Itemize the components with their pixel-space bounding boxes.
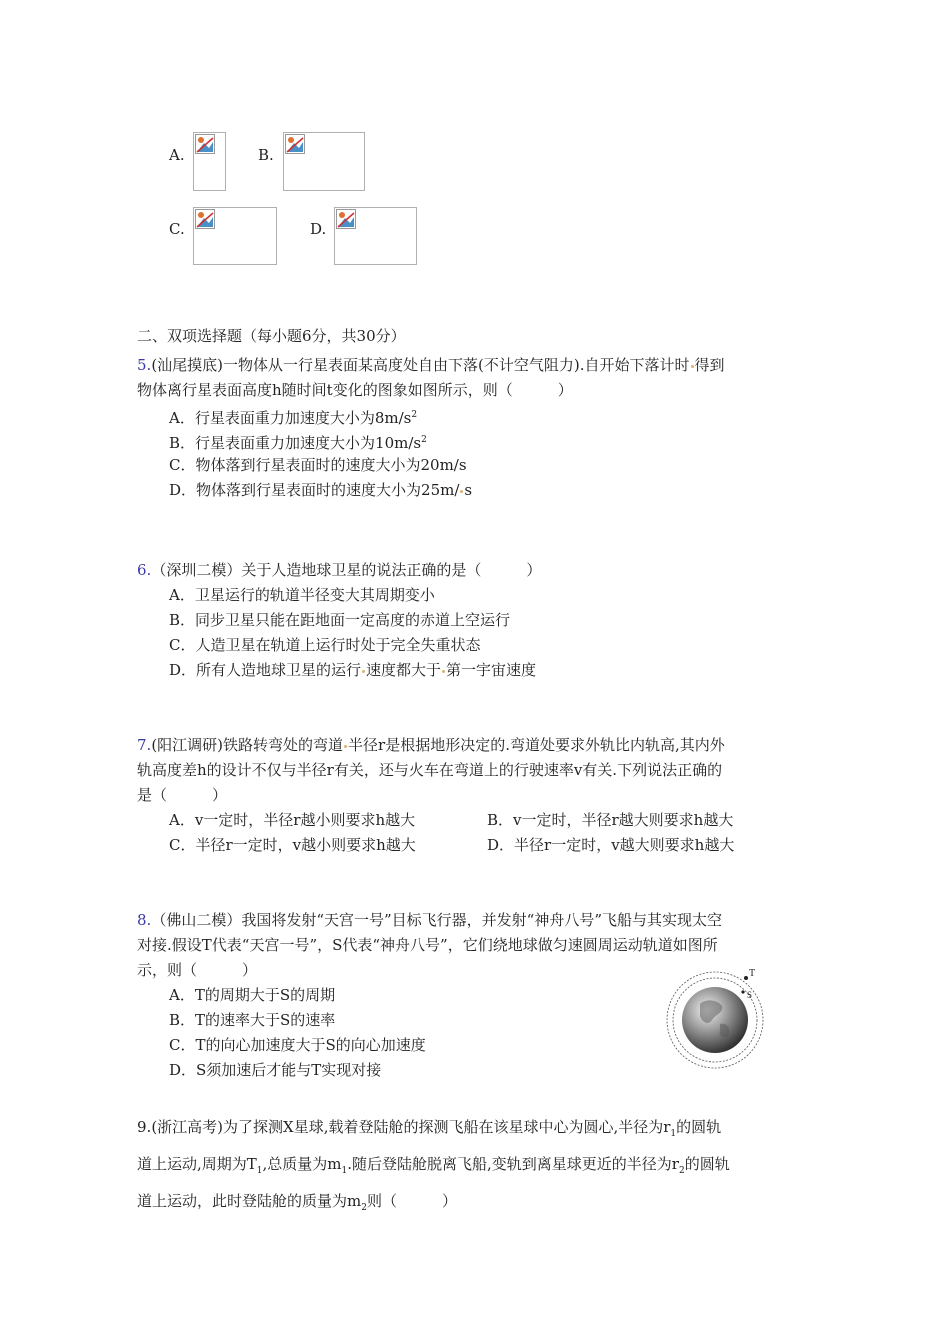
q7-option-d: D．半径r一定时，v越大则要求h越大 bbox=[487, 836, 735, 854]
earth-globe bbox=[682, 987, 748, 1053]
q9-stem-1b: 的圆轨 bbox=[676, 1118, 722, 1136]
q5-option-d-text: D．物体落到行星表面时的速度大小为25m/ bbox=[169, 481, 460, 499]
q8-option-d: D．S须加速后才能与T实现对接 bbox=[169, 1061, 382, 1079]
q6-option-b: B．同步卫星只能在距地面一定高度的赤道上空运行 bbox=[169, 611, 511, 629]
q6-option-d-3: 第一宇宙速度 bbox=[446, 661, 537, 679]
orbit-figure bbox=[662, 962, 772, 1072]
satellite-s-marker bbox=[741, 990, 744, 993]
edit-mark bbox=[460, 490, 463, 493]
q5-option-a bbox=[169, 405, 417, 428]
q7-stem-1a: (阳江调研)铁路转弯处的弯道 bbox=[151, 736, 344, 754]
q8-number: 8. bbox=[137, 911, 152, 929]
broken-image-icon bbox=[195, 209, 215, 229]
q9-sub-m1: 1 bbox=[341, 1166, 348, 1176]
q5-option-a-exp: 2 bbox=[411, 410, 418, 420]
option-c-label: C. bbox=[169, 220, 185, 238]
earth-orbit-diagram bbox=[662, 962, 772, 1072]
q9-line2 bbox=[137, 1154, 730, 1181]
option-b-label: B. bbox=[258, 146, 274, 164]
q6-stem bbox=[137, 560, 541, 580]
q6-option-d bbox=[169, 660, 536, 680]
q5-stem-1: (汕尾摸底)一物体从一行星表面某高度处自由下落(不计空气阻力).自开始下落计时 bbox=[151, 356, 690, 374]
q5-stem-2: 物体离行星表面高度h随时间t变化的图象如图所示，则（ ） bbox=[137, 381, 573, 399]
section-heading: 二、双项选择题（每小题6分，共30分） bbox=[137, 327, 406, 345]
q8-option-a: A．T的周期大于S的周期 bbox=[169, 986, 336, 1004]
label-t: T bbox=[749, 968, 756, 979]
q9-line1 bbox=[137, 1117, 721, 1144]
q9-sub-m2: 2 bbox=[361, 1203, 367, 1213]
q9-stem-3a: 道上运动，此时登陆舱的质量为m bbox=[137, 1192, 362, 1210]
edit-mark bbox=[691, 365, 694, 368]
q7-option-c: C．半径r一定时，v越小则要求h越大 bbox=[169, 836, 416, 854]
q9-number: 9. bbox=[137, 1118, 152, 1136]
q5-number: 5. bbox=[137, 356, 152, 374]
q9-line3 bbox=[137, 1191, 457, 1218]
option-a-label: A. bbox=[169, 146, 185, 164]
q5-option-c: C．物体落到行星表面时的速度大小为20m/s bbox=[169, 456, 467, 474]
option-a-image bbox=[193, 132, 226, 191]
q6-option-d-1: D．所有人造地球卫星的运行 bbox=[169, 661, 362, 679]
q6-number: 6. bbox=[137, 561, 152, 579]
option-c-image bbox=[193, 207, 277, 265]
q5-option-b-exp: 2 bbox=[421, 435, 427, 445]
option-d-image bbox=[334, 207, 417, 265]
label-s: S bbox=[747, 990, 753, 1000]
edit-mark bbox=[362, 670, 365, 673]
q5-stem-1b: 得到 bbox=[694, 356, 725, 374]
q9-stem-2c: .随后登陆舱脱离飞船,变轨到离星球更近的半径为r bbox=[347, 1155, 679, 1173]
q7-option-b: B．v一定时，半径r越大则要求h越大 bbox=[487, 811, 734, 829]
broken-image-icon bbox=[195, 134, 215, 154]
q5-option-b bbox=[169, 430, 427, 453]
q7-stem-2: 轨高度差h的设计不仅与半径r有关，还与火车在弯道上的行驶速率v有关.下列说法正确的 bbox=[137, 761, 723, 779]
q8-line1 bbox=[137, 910, 722, 930]
q7-stem-3: 是（ ） bbox=[137, 786, 228, 804]
q9-sub-r2: 2 bbox=[678, 1166, 685, 1176]
q6-option-d-2: 速度都大于 bbox=[366, 661, 442, 679]
q9-stem-2d: 的圆轨 bbox=[684, 1155, 730, 1173]
q8-stem-2: 对接.假设T代表“天宫一号”，S代表“神舟八号”，它们绕地球做匀速圆周运动轨道如图所 bbox=[137, 936, 718, 954]
q8-option-b: B．T的速率大于S的速率 bbox=[169, 1011, 336, 1029]
q7-number: 7. bbox=[137, 736, 152, 754]
q8-stem-1: （佛山二模）我国将发射“天宫一号”目标飞行器，并发射“神舟八号”飞船与其实现太空 bbox=[151, 911, 722, 929]
q9-stem-2b: ,总质量为m bbox=[262, 1155, 342, 1173]
q7-option-a: A．v一定时，半径r越小则要求h越大 bbox=[169, 811, 416, 829]
q9-stem-3b: 则（ ） bbox=[366, 1192, 457, 1210]
q9-sub-r1: 1 bbox=[670, 1129, 677, 1139]
q9-sub-t1: 1 bbox=[256, 1166, 263, 1176]
q5-option-d bbox=[169, 480, 472, 500]
edit-mark bbox=[344, 745, 347, 748]
q5-line1 bbox=[137, 355, 725, 375]
option-b-image bbox=[283, 132, 365, 191]
q8-stem-3: 示，则（ ） bbox=[137, 961, 258, 979]
option-d-label: D. bbox=[310, 220, 327, 238]
q7-stem-1b: 半径r是根据地形决定的.弯道处要求外轨比内轨高,其内外 bbox=[348, 736, 725, 754]
q5-option-b-text: B．行星表面重力加速度大小为10m/s bbox=[169, 434, 422, 452]
q5-option-a-text: A．行星表面重力加速度大小为8m/s bbox=[169, 409, 412, 427]
q6-option-a: A．卫星运行的轨道半径变大其周期变小 bbox=[169, 586, 435, 604]
q8-option-c: C．T的向心加速度大于S的向心加速度 bbox=[169, 1036, 426, 1054]
satellite-t-marker bbox=[744, 976, 748, 980]
q9-stem-2a: 道上运动,周期为T bbox=[137, 1155, 257, 1173]
edit-mark bbox=[442, 670, 445, 673]
q6-stem-text: （深圳二模）关于人造地球卫星的说法正确的是（ ） bbox=[151, 561, 542, 579]
q6-option-c: C．人造卫星在轨道上运行时处于完全失重状态 bbox=[169, 636, 481, 654]
q7-line1 bbox=[137, 735, 725, 755]
broken-image-icon bbox=[336, 209, 356, 229]
q9-stem-1a: (浙江高考)为了探测X星球,载着登陆舱的探测飞船在该星球中心为圆心,半径为r bbox=[151, 1118, 671, 1136]
broken-image-icon bbox=[285, 134, 305, 154]
q5-option-d-unit: s bbox=[464, 481, 473, 499]
